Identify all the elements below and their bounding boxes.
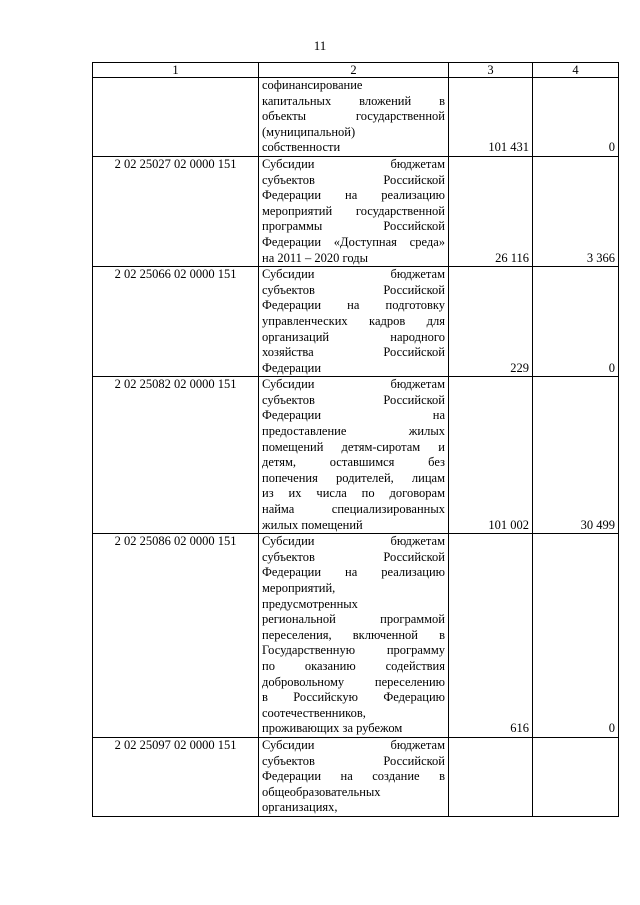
description-line: хозяйства Российской: [262, 345, 445, 360]
header-cell: 3: [449, 63, 533, 78]
description-line: региональной программой: [262, 612, 445, 627]
amount-col4-cell: 30 499: [533, 377, 619, 534]
amount-col3-cell: 26 116: [449, 156, 533, 266]
table-body: [93, 78, 619, 817]
budget-code-cell: 2 02 25066 02 0000 151: [93, 267, 259, 377]
header-cell: 4: [533, 63, 619, 78]
description-line: Субсидии бюджетам: [262, 377, 445, 392]
description-line: Государственную программу: [262, 643, 445, 658]
description-line: (муниципальной): [262, 124, 356, 139]
description-line: мероприятий государственной: [262, 203, 445, 218]
budget-code-cell: 2 02 25086 02 0000 151: [93, 534, 259, 738]
budget-table: [92, 62, 619, 817]
table-header-row: [93, 63, 619, 78]
amount-col3-cell: 101 002: [449, 377, 533, 534]
description-line: управленческих кадров для: [262, 313, 445, 328]
budget-code-cell: 2 02 25082 02 0000 151: [93, 377, 259, 534]
amount-col4-cell: 0: [533, 267, 619, 377]
amount-col4-cell: [533, 737, 619, 816]
description-line: собственности: [262, 140, 341, 155]
table-row: [93, 156, 619, 266]
description-cell: [259, 78, 449, 157]
description-line: жилых помещений: [262, 517, 363, 532]
description-line: из их числа по договорам: [262, 486, 445, 501]
description-line: капитальных вложений в: [262, 93, 445, 108]
description-line: на 2011 – 2020 годы: [262, 250, 368, 265]
description-cell: [259, 156, 449, 266]
table-row: [93, 377, 619, 534]
description-line: детям, оставшимся без: [262, 455, 445, 470]
description-line: соотечественников,: [262, 705, 366, 720]
description-line: попечения родителей, лицам: [262, 470, 445, 485]
description-line: предусмотренных: [262, 596, 358, 611]
description-line: переселения, включенной в: [262, 627, 445, 642]
description-line: организациях,: [262, 800, 338, 815]
amount-col4-cell: 0: [533, 534, 619, 738]
description-line: софинансирование: [262, 78, 363, 92]
description-cell: [259, 267, 449, 377]
description-line: Федерации «Доступная среда»: [262, 234, 445, 249]
description-cell: [259, 377, 449, 534]
description-line: субъектов Российской: [262, 549, 445, 564]
description-line: организаций народного: [262, 329, 445, 344]
amount-col3-cell: 229: [449, 267, 533, 377]
description-line: Федерации на: [262, 408, 445, 423]
amount-col3-cell: [449, 737, 533, 816]
description-line: Субсидии бюджетам: [262, 267, 445, 282]
description-cell: [259, 737, 449, 816]
description-line: Субсидии бюджетам: [262, 737, 445, 752]
description-line: субъектов Российской: [262, 172, 445, 187]
description-cell: [259, 534, 449, 738]
description-line: Субсидии бюджетам: [262, 156, 445, 171]
amount-col3-cell: 101 431: [449, 78, 533, 157]
budget-code-cell: 2 02 25097 02 0000 151: [93, 737, 259, 816]
description-line: Федерации на подготовку: [262, 298, 445, 313]
table-row: [93, 534, 619, 738]
description-line: Федерации на реализацию: [262, 565, 445, 580]
page-number: 11: [313, 38, 327, 53]
description-line: Федерации: [262, 360, 322, 375]
table-row: [93, 267, 619, 377]
budget-code-cell: 2 02 25027 02 0000 151: [93, 156, 259, 266]
description-line: проживающих за рубежом: [262, 721, 403, 736]
description-line: субъектов Российской: [262, 392, 445, 407]
description-line: найма специализированных: [262, 502, 445, 517]
table-row: [93, 737, 619, 816]
amount-col4-cell: 0: [533, 78, 619, 157]
description-line: субъектов Российской: [262, 282, 445, 297]
description-line: помещений детям-сиротам и: [262, 439, 445, 454]
description-line: добровольному переселению: [262, 674, 445, 689]
header-cell: 2: [259, 63, 449, 78]
description-line: мероприятий,: [262, 581, 336, 595]
description-line: Федерации на создание в: [262, 769, 445, 784]
description-line: общеобразовательных: [262, 784, 381, 799]
description-line: Федерации на реализацию: [262, 188, 445, 203]
description-line: Субсидии бюджетам: [262, 534, 445, 549]
description-line: программы Российской: [262, 219, 445, 234]
header-cell: 1: [93, 63, 259, 78]
description-line: в Российскую Федерацию: [262, 690, 445, 705]
description-line: объекты государственной: [262, 109, 445, 124]
description-line: по оказанию содействия: [262, 658, 445, 673]
description-line: предоставление жилых: [262, 424, 445, 439]
budget-code-cell: [93, 78, 259, 157]
amount-col4-cell: 3 366: [533, 156, 619, 266]
amount-col3-cell: 616: [449, 534, 533, 738]
description-line: субъектов Российской: [262, 753, 445, 768]
table-row: [93, 78, 619, 157]
